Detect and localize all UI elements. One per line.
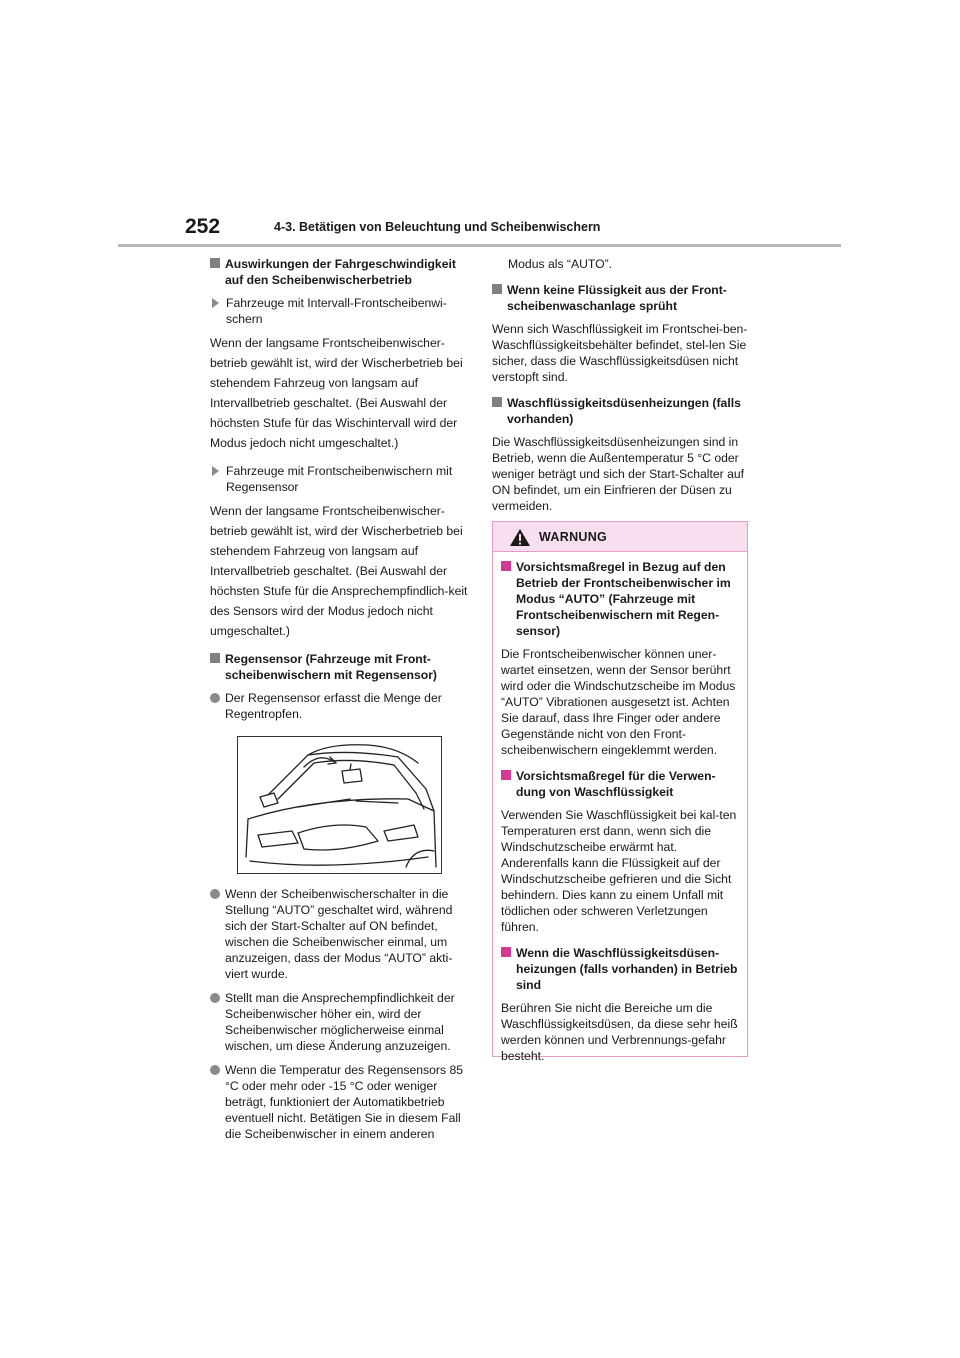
round-bullet-icon [210,993,220,1003]
warning-box [492,521,748,1063]
square-bullet-icon [501,770,511,780]
warning-body [493,552,747,1064]
bullet-text: Wenn der Scheibenwischerschalter in die Stellung “AUTO” geschaltet wird, während sich der Start-Schalter auf ON befindet, wischen die Scheibenwischer einmal, um anzuzeigen, dass der Modus “AUTO” akti-viert wurde. [225,887,453,981]
square-bullet-icon [492,397,502,407]
heading-text: Auswirkungen der Fahrgeschwindigkeit auf den Scheibenwischerbetrieb [225,257,456,287]
paragraph-interval-wipers: Wenn der langsame Frontscheibenwischer-betrieb gewählt ist, wird der Wischerbetrieb bei stehendem Fahrzeug von langsam auf Intervallbetrieb geschaltet. (Bei Auswahl der höchsten Stufe für das Wischintervall wird der Modus jedoch nicht umgeschaltet.) [210,336,463,450]
paragraph-no-washer-fluid: Wenn sich Waschflüssigkeit im Frontschei-ben-Waschflüssigkeitsbehälter befindet, stel-len Sie sicher, dass die Waschflüssigkeitsdüsen nicht verstopft sind. [492,322,748,384]
round-bullet-icon [210,889,220,899]
square-bullet-icon [210,258,220,268]
warning-title: WARNUNG [539,530,608,544]
heading-text: Regensensor (Fahrzeuge mit Front-scheibenwischern mit Regensensor) [225,652,437,682]
warning-triangle-icon [509,528,531,547]
round-bullet-icon [210,1065,220,1075]
paragraph-nozzle-heaters: Die Waschflüssigkeitsdüsenheizungen sind in Betrieb, wenn die Außentemperatur 5 °C oder weniger beträgt und sich der Start-Schalter auf ON befindet, um ein Einfrieren der Düsen zu vermeiden. [492,435,745,513]
heading-nozzle-heaters [492,395,754,427]
bullet-auto-mode [210,886,472,982]
square-bullet-icon [492,284,502,294]
bullet-text: Wenn die Temperatur des Regensensors 85 °C oder mehr oder -15 °C oder weniger beträgt, funktioniert der Automatikbetrieb eventuell nicht. Betätigen Sie in diesem Fall die Scheibenwischer in einem anderen [225,1063,464,1141]
subheading-text: Fahrzeuge mit Intervall-Frontscheibenwi-schern [226,296,447,326]
square-bullet-icon [501,947,511,957]
heading-text: Vorsichtsmaßregel in Bezug auf den Betrieb der Frontscheibenwischer im Modus “AUTO” (Fahrzeuge mit Frontscheibenwischern mit Regen-sensor) [516,560,731,638]
header-rule [118,244,841,247]
warning-paragraph-auto-mode: Die Frontscheibenwischer können uner-wartet einsetzen, wenn der Sensor berührt wird oder die Windschutzscheibe im Modus “AUTO” Vibrationen ausgesetzt ist. Achten Sie darauf, dass Ihre Finger oder andere Gegenstände nicht von den Front-scheibenwischern eingeklemmt werden. [501,647,736,757]
triangle-bullet-icon [212,298,219,308]
right-column [492,256,754,524]
heading-text: Wenn keine Flüssigkeit aus der Front-scheibenwaschanlage sprüht [507,283,727,313]
continued-text: Modus als “AUTO”. [508,257,613,271]
bullet-sensitivity [210,990,472,1054]
subheading-interval-wipers [210,295,472,327]
warning-paragraph-washer-fluid: Verwenden Sie Waschflüssigkeit bei kal-ten Temperaturen erst dann, wenn sich die Windschutzscheibe erwärmt hat. Anderenfalls kann die Flüssigkeit auf der Windschutzscheibe gefrieren und die Sicht behindern. Dies kann zu einem Unfall mit tödlichen oder schweren Verletzungen führen. [501,808,737,934]
heading-rain-sensor [210,651,472,683]
heading-text: Wenn die Waschflüssigkeitsdüsen-heizungen (falls vorhanden) in Betrieb sind [516,946,738,992]
square-bullet-icon [501,561,511,571]
triangle-bullet-icon [212,466,219,476]
warning-heading-washer-fluid [501,768,739,800]
heading-text: Vorsichtsmaßregel für die Verwen-dung von Waschflüssigkeit [516,769,716,799]
page-number: 252 [185,215,221,238]
heading-text: Waschflüssigkeitsdüsenheizungen (falls vorhanden) [507,396,741,426]
warning-heading-auto-mode [501,559,739,639]
subheading-text: Fahrzeuge mit Frontscheibenwischern mit Regensensor [226,464,453,494]
bullet-raindrops [210,690,472,722]
car-windshield-drawing [238,737,441,873]
round-bullet-icon [210,693,220,703]
heading-no-washer-fluid [492,282,754,314]
heading-speed-effect [210,256,472,288]
warning-paragraph-nozzle-heaters: Berühren Sie nicht die Bereiche um die Waschflüssigkeitsdüsen, da diese sehr heiß werden können und Verbrennungs-gefahr besteht. [501,1001,738,1063]
bullet-text: Der Regensensor erfasst die Menge der Regentropfen. [225,691,442,721]
rain-sensor-illustration [237,736,442,874]
warning-heading-nozzle-heaters [501,945,739,993]
left-column [210,256,472,1150]
warning-header [493,522,747,552]
bullet-temperature [210,1062,472,1142]
section-title: 4-3. Betätigen von Beleuchtung und Scheibenwischern [274,220,601,234]
square-bullet-icon [210,653,220,663]
subheading-rain-sensor-wipers [210,463,472,495]
paragraph-rain-sensor-wipers: Wenn der langsame Frontscheibenwischer-betrieb gewählt ist, wird der Wischerbetrieb bei stehendem Fahrzeug von langsam auf Intervallbetrieb geschaltet. (Bei Auswahl der höchsten Stufe für die Ansprechempfindlich-keit des Sensors wird der Modus jedoch nicht umgeschaltet.) [210,504,468,638]
bullet-text: Stellt man die Ansprechempfindlichkeit der Scheibenwischer höher ein, wird der Scheibenwischer möglicherweise einmal wischen, um diese Änderung anzuzeigen. [225,991,455,1053]
